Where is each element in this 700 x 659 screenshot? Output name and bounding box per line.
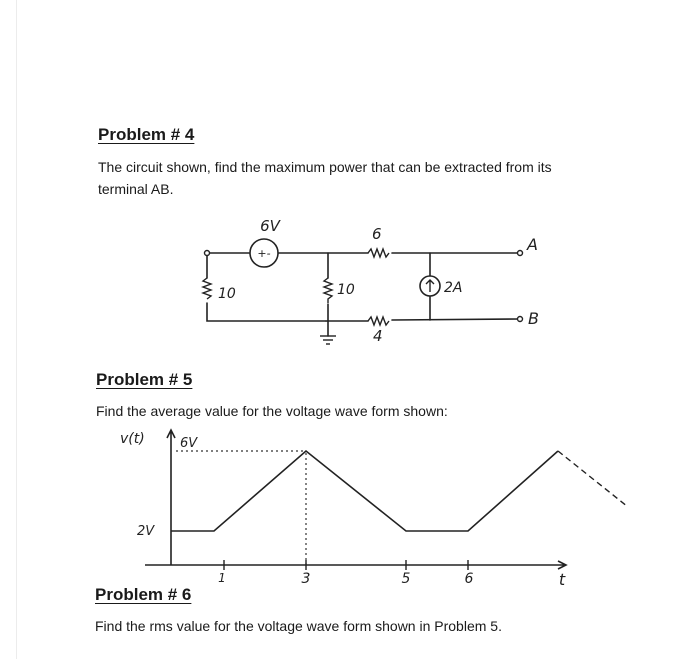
terminal-b-label: B (528, 309, 539, 328)
waveform-continuation (558, 451, 628, 507)
problem-6-text: Find the rms value for the voltage wave form shown in Problem 5. (95, 618, 502, 634)
problem-4-text: The circuit shown, find the maximum power that can be extracted from its terminal AB. (98, 159, 552, 197)
problem-6-heading: Problem # 6 (95, 585, 192, 604)
resistor-left-label: 10 (218, 286, 236, 302)
current-source-label: 2A (444, 280, 463, 296)
voltage-source-polarity: +- (257, 247, 271, 260)
problem-4-heading: Problem # 4 (98, 125, 195, 144)
x-axis (145, 561, 566, 569)
problem-5-heading: Problem # 5 (96, 370, 193, 389)
voltage-source-label: 6V (260, 217, 280, 235)
level-high-label: 6V (180, 436, 198, 451)
level-low-label: 2V (137, 524, 155, 539)
x-axis-label: t (558, 570, 566, 589)
tick-label-6: 6 (464, 571, 474, 587)
tick-label-3: 3 (301, 571, 311, 587)
tick-label-5: 5 (401, 571, 411, 587)
resistor-top-label: 6 (372, 225, 382, 243)
y-axis (167, 430, 175, 565)
tick-label-1: 1 (218, 571, 226, 585)
resistor-bottom-label: 4 (373, 327, 383, 345)
resistor-middle-label: 10 (337, 282, 355, 298)
voltage-waveform (171, 451, 558, 531)
problem-5-text: Find the average value for the voltage wave form shown: (96, 403, 448, 419)
y-axis-label: v(t) (120, 431, 145, 447)
terminal-a-label: A (527, 235, 538, 254)
